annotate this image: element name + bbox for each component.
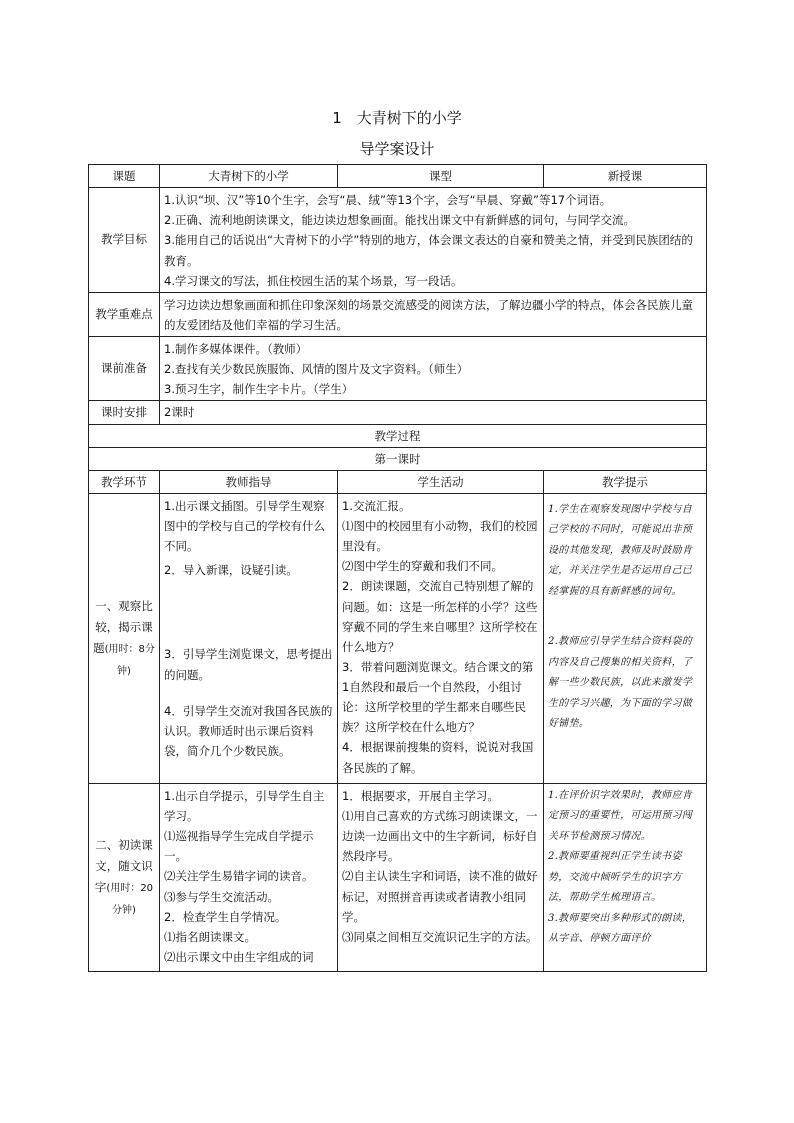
teacher-item: 2．检查学生自学情况。: [164, 909, 287, 924]
teacher-item: ⑶参与学生交流活动。: [164, 889, 279, 904]
topic-value: 大青树下的小学: [160, 165, 338, 188]
section-step-time: (用时：8分钟): [104, 644, 155, 677]
section-step-title: 二、初读课文，随文识字: [94, 837, 153, 895]
teacher-item: 1.出示自学提示，引导学生自主学习。: [164, 788, 325, 823]
teacher-item: 3．引导学生浏览课文，思考提出的问题。: [164, 647, 333, 682]
type-value: 新授课: [544, 165, 707, 188]
prep-label: 课前准备: [89, 337, 160, 401]
teacher-item: 2．导入新课，设疑引读。: [164, 563, 298, 578]
student-item: 1．根据要求，开展自主学习。: [342, 788, 499, 803]
prep-cell: [160, 337, 707, 401]
prep-item: 3.预习生字，制作生字卡片。（学生）: [164, 382, 354, 397]
page-subtitle: 导学案设计: [359, 140, 435, 158]
teacher-item: ⑵出示课文中由生字组成的词: [164, 949, 314, 964]
tip-item: 1.学生在观察发现图中学校与自己学校的不同时，可能说出非预设的其他发现，教师及时鼓励肯定，并关注学生是否运用自己已经掌握的具有新鲜感的词句。: [548, 503, 693, 597]
goal-item: 1.认识“坝、汉”等10个生字，会写“晨、绒”等13个字，会写“早晨、穿戴”等17个词语。: [164, 193, 612, 208]
hours-value: 2课时: [160, 401, 707, 424]
student-item: 4．根据课前搜集的资料，说说对我国各民族的了解。: [342, 740, 534, 775]
student-item: ⑶同桌之间相互交流识记生字的方法。: [342, 929, 538, 944]
process-heading: 教学过程: [89, 424, 707, 447]
teacher-cell: [160, 783, 338, 971]
key-label: 教学重难点: [89, 292, 160, 336]
goal-item: 4.学习课文的写法，抓住校园生活的某个场景，写一段话。: [164, 273, 463, 288]
tip-item: 3.教师要突出多种形式的朗读，从字音、停顿方面评价: [548, 912, 693, 945]
section-step-time: (用时：20分钟): [106, 883, 154, 916]
student-item: ⑵图中学生的穿戴和我们不同。: [342, 559, 503, 574]
topic-label: 课题: [89, 165, 160, 188]
lesson-plan-table: [88, 164, 707, 972]
tip-item: 2.教师要重视纠正学生读书姿势，交流中倾听学生的识字方法，帮助学生梳理语言。: [548, 851, 682, 904]
lesson-heading: 第一课时: [89, 447, 707, 470]
tips-cell: [544, 783, 707, 971]
tip-item: 1.在评价识字效果时，教师应肯定预习的重要性，可运用预习闯关环节检测预习情况。: [548, 789, 693, 842]
prep-row: [89, 337, 707, 401]
student-item: ⑴用自己喜欢的方式练习朗读课文，一边读一边画出文中的生字新词，标好自然段序号。: [342, 809, 538, 864]
student-item: ⑵自主认读生字和词语，读不准的做好标记，对照拼音再读或者请教小组同学。: [342, 869, 538, 924]
teacher-item: 1.出示课文插图。引导学生观察图中的学校与自己的学校有什么不同。: [164, 498, 325, 554]
col-tips-header: 教学提示: [544, 470, 707, 493]
section-step: [89, 493, 160, 783]
section-row: [89, 493, 707, 783]
goals-row: [89, 188, 707, 293]
student-item: 1.交流汇报。: [342, 498, 411, 513]
student-item: 3．带着问题浏览课文。结合课文的第1自然段和最后一个自然段，小组讨论：这所学校里的学生都来自哪些民族？这所学校在什么地方？: [342, 659, 534, 735]
teacher-cell: [160, 493, 338, 783]
column-header-row: [89, 470, 707, 493]
goals-label: 教学目标: [89, 188, 160, 293]
col-teacher-header: 教师指导: [160, 470, 338, 493]
col-step-header: 教学环节: [89, 470, 160, 493]
teacher-item: ⑵关注学生易错字词的读音。: [164, 869, 314, 884]
section-step: [89, 783, 160, 971]
student-cell: [338, 783, 544, 971]
student-item: 2．朗读课题，交流自己特别想了解的问题。如：这是一所怎样的小学？这些穿戴不同的学生来自哪里？这所学校在什么地方？: [342, 579, 538, 654]
prep-item: 2.查找有关少数民族服饰、风情的图片及文字资料。（师生）: [164, 362, 469, 377]
goal-item: 3.能用自己的话说出“大青树下的小学”特别的地方，体会课文表达的自豪和赞美之情，并受到民族团结的教育。: [164, 233, 693, 268]
page-title: 1 大青树下的小学: [332, 109, 462, 127]
lesson-row: [89, 447, 707, 470]
col-student-header: 学生活动: [338, 470, 544, 493]
goals-cell: [160, 188, 707, 293]
process-heading-row: [89, 424, 707, 447]
teacher-item: ⑴指名朗读课文。: [164, 929, 256, 944]
teacher-item: ⑴巡视指导学生完成自学提示一。: [164, 829, 314, 864]
key-row: [89, 292, 707, 336]
student-item: ⑴图中的校园里有小动物，我们的校园里没有。: [342, 519, 538, 554]
tip-item: 2.教师应引导学生结合资料袋的内容及自己搜集的相关资料，了解一些少数民族，以此来激发学生的学习兴趣，为下面的学习做好铺垫。: [548, 636, 693, 730]
teacher-item: 4．引导学生交流对我国各民族的认识。教师适时出示课后资料袋，简介几个少数民族。: [164, 703, 333, 758]
hours-label: 课时安排: [89, 401, 160, 424]
goal-item: 2.正确、流利地朗读课文，能边读边想象画面。能找出课文中有新鲜感的词句，与同学交流。: [164, 213, 635, 228]
section-step-title: 一、观察比较，揭示课题: [93, 598, 153, 656]
type-label: 课型: [338, 165, 544, 188]
section-row: [89, 783, 707, 971]
prep-item: 1.制作多媒体课件。（教师）: [164, 342, 308, 356]
key-value: 学习边读边想象画面和抓住印象深刻的场景交流感受的阅读方法，了解边疆小学的特点，体会各民族儿童的友爱团结及他们幸福的学习生活。: [160, 292, 707, 336]
hours-row: [89, 401, 707, 424]
tips-cell: [544, 493, 707, 783]
topic-row: [89, 165, 707, 188]
student-cell: [338, 493, 544, 783]
